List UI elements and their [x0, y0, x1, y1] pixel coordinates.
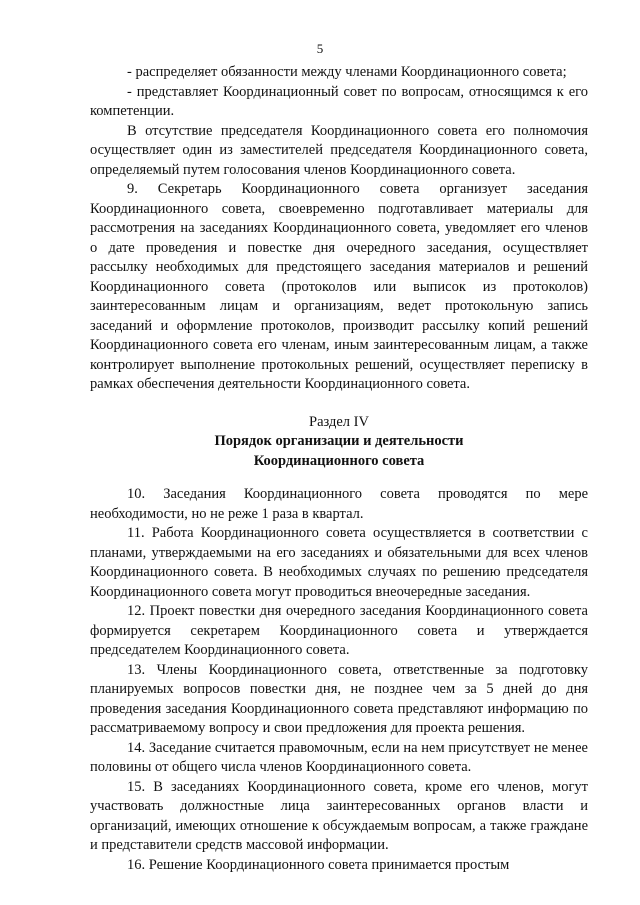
page-number: 5 — [316, 41, 324, 56]
section-label: Раздел IV — [309, 413, 369, 430]
paragraph-item-12: 12. Проект повестки дня очередного заседания Координационного совета формируется секретарем Координационного совета и утверждается председателем Координационного совета. — [90, 603, 588, 658]
paragraph-duty-represent: - представляет Координационный совет по вопросам, относящимся к его компетенции. — [90, 83, 588, 119]
paragraph-item-9: 9. Секретарь Координационного совета организует заседания Координационного совета, своевременно подготавливает материалы для рассмотрения на заседаниях Координационного совета, уведомляет его членов о дате проведения и повестке дня очередного заседания, осуществляет рассылку необходимых для предстоящего заседания материалов и решений Координационного совета (протоколов или выписок из протоколов) заинтересованным лицам и организациям, ведет протокольную запись заседаний и оформление протоколов, производит рассылку копий решений Координационного совета его членам, иным заинтересованным лицам, а также контролирует выполнение протокольных решений, осуществляет переписку в рамках обеспечения деятельности Координационного совета. — [90, 181, 588, 392]
section-title-line-1: Порядок организации и деятельности — [214, 433, 464, 449]
paragraph-item-10: 10. Заседания Координационного совета проводятся по мере необходимости, но не реже 1 раза в квартал. — [90, 486, 588, 522]
paragraph-item-11: 11. Работа Координационного совета осуществляется в соответствии с планами, утверждаемыми на его заседаниях и обязательными для всех членов Координационного совета. В необходимых случаях по решению председателя Координационного совета могут проводиться внеочередные заседания. — [90, 525, 588, 600]
paragraph-item-15: 15. В заседаниях Координационного совета, кроме его членов, могут участвовать должностные лица заинтересованных органов власти и организаций, имеющих отношение к обсуждаемым вопросам, а также граждане и представители средств массовой информации. — [90, 778, 588, 853]
paragraph-duty-distribute: - распределяет обязанности между членами Координационного совета; — [127, 64, 567, 80]
document-body — [90, 63, 588, 875]
section-title-line-2: Координационного совета — [253, 452, 425, 469]
paragraph-item-14: 14. Заседание считается правомочным, если на нем присутствует не менее половины от общего числа членов Координационного совета. — [90, 739, 588, 775]
paragraph-chair-absence: В отсутствие председателя Координационного совета его полномочия осуществляет один из заместителей председателя Координационного совета, определяемый путем голосования членов Координационного совета. — [90, 122, 588, 178]
paragraph-item-16: 16. Решение Координационного совета принимается простым — [127, 856, 510, 873]
paragraph-item-13: 13. Члены Координационного совета, ответственные за подготовку планируемых вопросов повестки дня, не позднее чем за 5 дней до дня проведения заседания Координационного совета представляют информацию по рассматриваемому вопросу и свои предложения для проекта решения. — [90, 661, 588, 736]
section-heading — [90, 413, 588, 472]
